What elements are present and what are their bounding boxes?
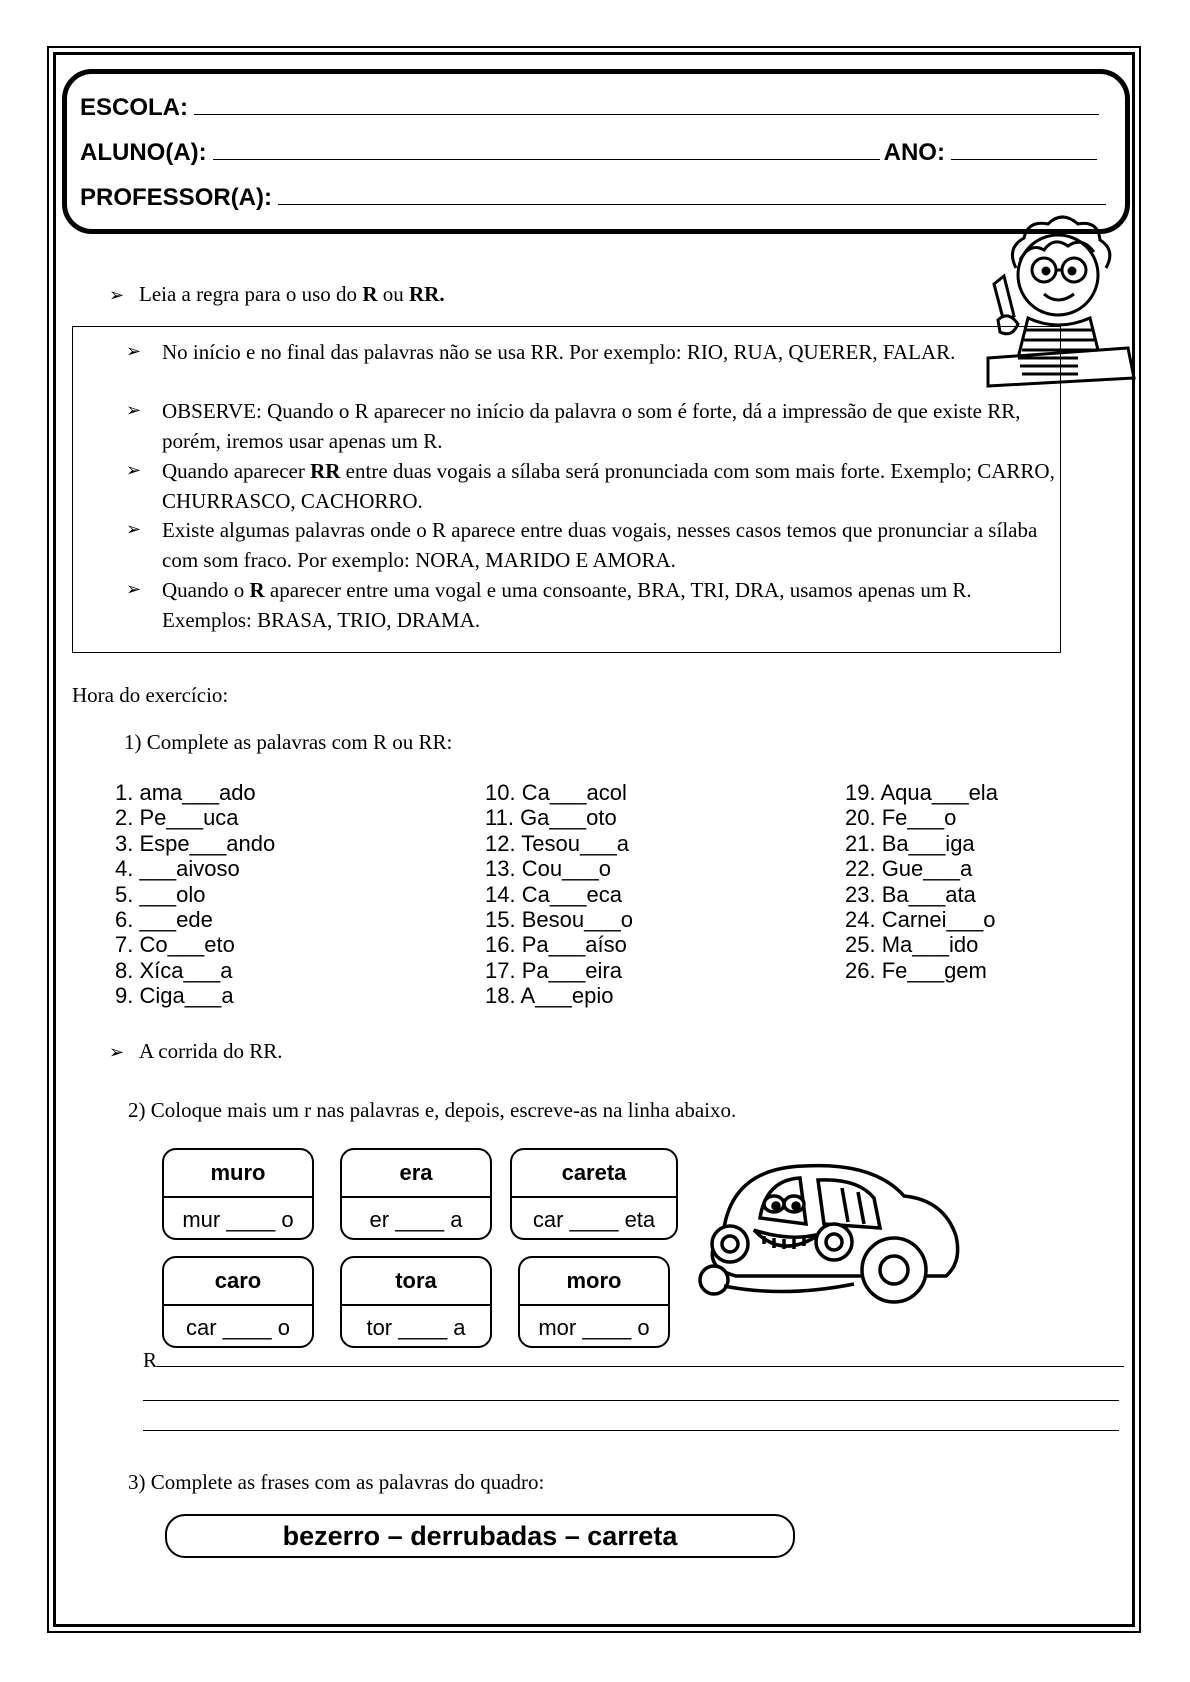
answer-line-2[interactable] bbox=[143, 1400, 1119, 1401]
rule-text: Quando aparecer bbox=[162, 459, 311, 483]
professor-field[interactable] bbox=[278, 204, 1106, 205]
fill-word-item[interactable]: 14. Ca___eca bbox=[485, 881, 622, 907]
word-box-blank[interactable]: car ____ o bbox=[186, 1315, 290, 1340]
answer-start-letter: R bbox=[143, 1348, 158, 1372]
fill-word-item[interactable]: 18. A___epio bbox=[485, 983, 614, 1009]
arrow-bullet-icon: ➢ bbox=[109, 285, 125, 306]
ano-field[interactable] bbox=[951, 159, 1097, 160]
rule-item-3 bbox=[126, 456, 1056, 516]
rule-text: OBSERVE: Quando o R aparecer no início da palavra o som é forte, dá a impressão de que existe RR, porém, iremos usar apenas um R. bbox=[162, 399, 1021, 453]
fill-word-item[interactable]: 10. Ca___acol bbox=[485, 780, 627, 805]
fill-word-item[interactable]: 24. Carnei___o bbox=[845, 907, 996, 932]
fill-word-item[interactable]: 2. Pe___uca bbox=[115, 805, 239, 831]
rule-item-2 bbox=[126, 396, 1056, 456]
word-box-blank[interactable]: er ____ a bbox=[369, 1207, 463, 1232]
answer-line-3[interactable] bbox=[143, 1430, 1119, 1431]
professor-row bbox=[80, 184, 1106, 212]
intro-bold-r: R bbox=[362, 282, 378, 306]
arrow-bullet-icon: ➢ bbox=[126, 460, 142, 481]
word-box-caro bbox=[162, 1256, 314, 1348]
fill-word-item[interactable]: 19. Aqua___ela bbox=[845, 780, 998, 805]
arrow-bullet-icon: ➢ bbox=[126, 400, 142, 421]
word-box-moro bbox=[518, 1256, 670, 1348]
escola-row bbox=[80, 94, 1099, 122]
rule-text: entre duas vogais a sílaba será pronunciada com som mais forte. Exemplo; CARRO, CHURRASCO, CACHORRO. bbox=[162, 459, 1055, 513]
fill-word-item[interactable]: 5. ___olo bbox=[115, 881, 206, 907]
fill-word-item[interactable]: 9. Ciga___a bbox=[115, 983, 234, 1009]
race-bullet bbox=[109, 1036, 282, 1068]
q3-title: 3) Complete as frases com as palavras do quadro: bbox=[128, 1470, 545, 1494]
word-box-blank[interactable]: mor ____ o bbox=[538, 1315, 650, 1340]
fill-word-item[interactable]: 6. ___ede bbox=[115, 907, 213, 932]
word-bank-box: bezerro – derrubadas – carreta bbox=[165, 1514, 795, 1558]
word-box-blank[interactable]: mur ____ o bbox=[182, 1207, 294, 1232]
aluno-label: ALUNO(A): bbox=[80, 139, 207, 166]
rule-bold: R bbox=[249, 578, 265, 602]
smiling-car-illustration bbox=[694, 1158, 964, 1308]
word-box-era bbox=[340, 1148, 492, 1240]
arrow-bullet-icon: ➢ bbox=[109, 1042, 125, 1063]
professor-label: PROFESSOR(A): bbox=[80, 184, 272, 211]
arrow-bullet-icon: ➢ bbox=[126, 579, 142, 600]
fill-word-item[interactable]: 4. ___aivoso bbox=[115, 856, 240, 882]
fill-word-item[interactable]: 12. Tesou___a bbox=[485, 830, 629, 856]
intro-bold-rr: RR. bbox=[408, 282, 445, 306]
answer-line-1[interactable] bbox=[143, 1348, 1124, 1373]
intro-bullet bbox=[109, 279, 445, 311]
fill-word-item[interactable]: 13. Cou___o bbox=[485, 856, 611, 882]
word-box-blank[interactable]: car ____ eta bbox=[532, 1207, 656, 1232]
rule-item-1 bbox=[126, 337, 1006, 367]
word-box-word: careta bbox=[512, 1150, 676, 1198]
arrow-bullet-icon: ➢ bbox=[126, 519, 142, 540]
fill-word-item[interactable]: 1. ama___ado bbox=[115, 780, 256, 805]
word-box-muro bbox=[162, 1148, 314, 1240]
escola-field[interactable] bbox=[194, 114, 1099, 115]
fill-word-item[interactable]: 3. Espe___ando bbox=[115, 830, 276, 856]
word-box-word: moro bbox=[520, 1258, 668, 1306]
rule-bold: RR bbox=[310, 459, 341, 483]
rule-text: Existe algumas palavras onde o R aparece entre duas vogais, nesses casos temos que pronunciar a sílaba com som fraco. Por exemplo: NORA, MARIDO E AMORA. bbox=[162, 518, 1038, 572]
fill-word-item[interactable]: 11. Ga___oto bbox=[485, 805, 617, 831]
fill-word-item[interactable]: 23. Ba___ata bbox=[845, 881, 976, 907]
fill-word-item[interactable]: 22. Gue___a bbox=[845, 856, 973, 882]
fill-word-item[interactable]: 7. Co___eto bbox=[115, 932, 235, 958]
fill-word-item[interactable]: 8. Xíca___a bbox=[115, 957, 233, 983]
ano-label: ANO: bbox=[883, 139, 945, 166]
word-box-word: era bbox=[342, 1150, 490, 1198]
escola-label: ESCOLA: bbox=[80, 94, 188, 121]
fill-word-item[interactable]: 21. Ba___iga bbox=[845, 830, 975, 856]
fill-word-item[interactable]: 20. Fe___o bbox=[845, 805, 957, 831]
q2-title: 2) Coloque mais um r nas palavras e, depois, escreve-as na linha abaixo. bbox=[128, 1098, 737, 1122]
fill-word-item[interactable]: 16. Pa___aíso bbox=[485, 932, 627, 958]
race-text: A corrida do RR. bbox=[139, 1039, 283, 1063]
word-box-careta bbox=[510, 1148, 678, 1240]
q1-title: 1) Complete as palavras com R ou RR: bbox=[124, 730, 453, 754]
aluno-row bbox=[80, 139, 1097, 167]
rule-item-4 bbox=[126, 515, 1056, 575]
rule-text: aparecer entre uma vogal e uma consoante, BRA, TRI, DRA, usamos apenas um R. Exemplos: BRASA, TRIO, DRAMA. bbox=[162, 578, 972, 632]
fill-word-item[interactable]: 17. Pa___eira bbox=[485, 957, 622, 983]
word-box-word: muro bbox=[164, 1150, 312, 1198]
intro-or: ou bbox=[377, 282, 409, 306]
rule-text: No início e no final das palavras não se usa RR. Por exemplo: RIO, RUA, QUERER, FALAR. bbox=[162, 340, 956, 364]
fill-word-item[interactable]: 25. Ma___ido bbox=[845, 932, 979, 958]
rule-item-5 bbox=[126, 575, 1056, 635]
fill-word-item[interactable]: 26. Fe___gem bbox=[845, 957, 987, 983]
arrow-bullet-icon: ➢ bbox=[126, 341, 142, 362]
word-box-word: caro bbox=[164, 1258, 312, 1306]
word-box-tora bbox=[340, 1256, 492, 1348]
word-box-word: tora bbox=[342, 1258, 490, 1306]
exercise-title: Hora do exercício: bbox=[72, 683, 229, 707]
intro-text: Leia a regra para o uso do bbox=[139, 282, 363, 306]
rule-text: Quando o bbox=[162, 578, 250, 602]
aluno-field[interactable] bbox=[213, 159, 880, 160]
fill-word-item[interactable]: 15. Besou___o bbox=[485, 907, 634, 932]
word-box-blank[interactable]: tor ____ a bbox=[366, 1315, 466, 1340]
